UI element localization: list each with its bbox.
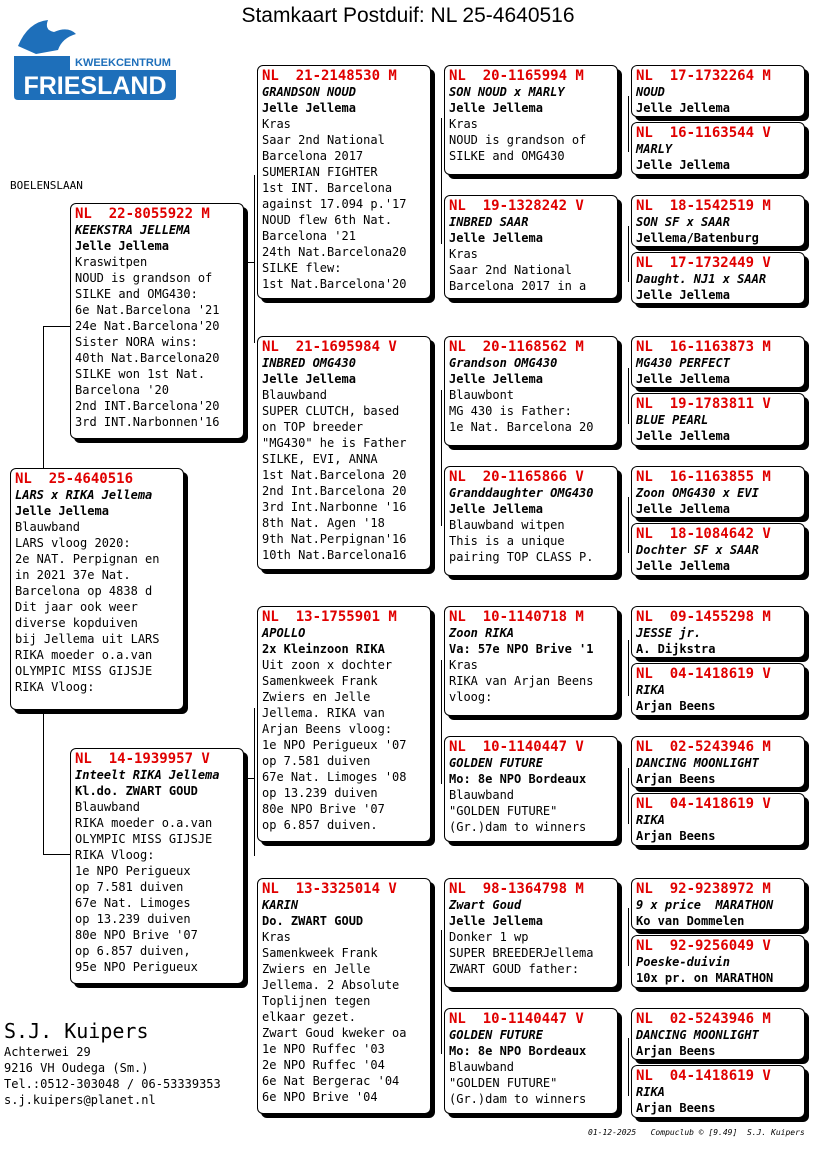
pigeon-card-ggg-15[interactable]: [631, 1008, 805, 1060]
connector: [43, 710, 44, 854]
info-line: 1e NPO Perigueux: [75, 864, 191, 878]
info-line: Kras: [449, 117, 478, 131]
pigeon-owner: Jelle Jellema: [636, 288, 730, 302]
info-line: NOUD flew 6th Nat.: [262, 213, 393, 227]
pigeon-name: RIKA: [636, 813, 665, 827]
info-line: Zwiers en Jelle: [262, 962, 371, 976]
connector: [628, 226, 629, 282]
pigeon-owner: Jelle Jellema: [636, 502, 730, 516]
pigeon-card-ggg-11[interactable]: [631, 736, 805, 788]
pigeon-card-subject[interactable]: [10, 468, 184, 710]
info-line: 67e Nat. Limoges: [75, 896, 191, 910]
info-line: 1st Nat.Barcelona'20: [262, 277, 407, 291]
pigeon-name: Granddaughter OMG430: [449, 486, 594, 500]
pigeon-owner: Arjan Beens: [636, 1044, 716, 1058]
info-line: (Gr.)dam to winners: [449, 820, 587, 834]
pigeon-name: APOLLO: [262, 626, 306, 640]
info-line: bij Jellema uit LARS: [15, 632, 160, 646]
page-title: Stamkaart Postduif: NL 25-4640516: [241, 4, 575, 27]
pigeon-card-ggg-8[interactable]: [631, 523, 805, 576]
info-line: 24th Nat.Barcelona20: [262, 245, 407, 259]
info-line: Samenkweek Frank: [262, 946, 378, 960]
info-line: SILKE, EVI, ANNA: [262, 452, 378, 466]
info-line: 6e NPO Brive '04: [262, 1090, 378, 1104]
info-line: Kras: [262, 930, 291, 944]
pigeon-name: GOLDEN FUTURE: [449, 1028, 543, 1042]
info-line: Blauwband: [449, 1060, 515, 1074]
pigeon-name: Zoon OMG430 x EVI: [636, 486, 759, 500]
pigeon-name: Zoon RIKA: [449, 626, 515, 640]
info-line: 3rd Int.Narbonne '16: [262, 500, 407, 514]
info-line: 40th Nat.Barcelona20: [75, 351, 220, 365]
connector: [43, 326, 44, 468]
info-line: op 7.581 duiven: [75, 880, 184, 894]
ring-number: NL 10-1140447 V: [449, 739, 584, 755]
loft-name: BOELENSLAAN: [10, 179, 83, 192]
pigeon-name: RIKA: [636, 1085, 665, 1099]
info-line: Blauwbont: [449, 388, 515, 402]
connector: [254, 175, 255, 343]
info-line: Barcelona 2017 in a: [449, 279, 587, 293]
connector: [441, 118, 442, 244]
info-line: Zwart Goud kweker oa: [262, 1026, 407, 1040]
pigeon-card-mfm[interactable]: [444, 736, 618, 842]
ring-number: NL 16-1163544 V: [636, 125, 771, 141]
info-line: Blauwband: [15, 520, 81, 534]
ring-number: NL 17-1732264 M: [636, 68, 771, 84]
pigeon-card-ggg-6[interactable]: [631, 393, 805, 446]
info-line: 2nd Int.Barcelona 20: [262, 484, 407, 498]
pigeon-owner: Va: 57e NPO Brive '1: [449, 642, 594, 656]
connector: [43, 326, 71, 327]
pigeon-card-mf[interactable]: [257, 606, 431, 842]
pigeon-owner: Jelle Jellema: [636, 101, 730, 115]
pigeon-card-mother[interactable]: [70, 748, 244, 984]
pigeon-name: INBRED SAAR: [449, 215, 529, 229]
info-line: RIKA moeder o.a.van: [75, 816, 213, 830]
info-line: SUMERIAN FIGHTER: [262, 165, 378, 179]
info-line: MG 430 is Father:: [449, 404, 572, 418]
info-line: (Gr.)dam to winners: [449, 1092, 587, 1106]
breeder-phone: Tel.:0512-303048 / 06-53339353: [4, 1077, 221, 1091]
ring-number: NL 16-1163873 M: [636, 339, 771, 355]
pigeon-owner: Jelle Jellema: [449, 101, 543, 115]
pigeon-name: Grandson OMG430: [449, 356, 558, 370]
pigeon-name: DANCING MOONLIGHT: [636, 1028, 759, 1042]
info-line: SILKE won 1st Nat.: [75, 367, 206, 381]
info-line: on TOP breeder: [262, 420, 364, 434]
breeder-name: S.J. Kuipers: [4, 1019, 149, 1043]
info-line: Samenkweek Frank: [262, 674, 378, 688]
pigeon-owner: 2x Kleinzoon RIKA: [262, 642, 385, 656]
pigeon-name: BLUE PEARL: [636, 413, 709, 427]
pigeon-owner: A. Dijkstra: [636, 642, 716, 656]
ring-number: NL 92-9256049 V: [636, 938, 771, 954]
info-line: Barcelona op 4838 d: [15, 584, 153, 598]
pigeon-owner: Jelle Jellema: [449, 914, 543, 928]
pigeon-owner: Jellema/Batenburg: [636, 231, 759, 245]
pigeon-name: RIKA: [636, 683, 665, 697]
info-line: op 13.239 duiven: [75, 912, 191, 926]
connector: [628, 1038, 629, 1096]
ring-number: NL 14-1939957 V: [75, 751, 210, 767]
info-line: Saar 2nd National: [449, 263, 572, 277]
info-line: 80e NPO Brive '07: [75, 928, 198, 942]
info-line: NOUD is grandson of: [449, 133, 587, 147]
pigeon-name: Inteelt RIKA Jellema: [75, 768, 220, 782]
info-line: "MG430" he is Father: [262, 436, 407, 450]
pigeon-name: NOUD: [636, 85, 665, 99]
info-line: Arjan Beens vloog:: [262, 722, 393, 736]
info-line: 3rd INT.Narbonnen'16: [75, 415, 220, 429]
pigeon-name: Poeske-duivin: [636, 955, 730, 969]
ring-number: NL 16-1163855 M: [636, 469, 771, 485]
pigeon-name: 9 x price MARATHON: [636, 898, 774, 912]
info-line: SILKE and OMG430: [449, 149, 565, 163]
pigeon-owner: Jelle Jellema: [449, 502, 543, 516]
info-line: 67e Nat. Limoges '08: [262, 770, 407, 784]
connector: [441, 390, 442, 526]
info-line: SILKE and OMG430:: [75, 287, 198, 301]
ring-number: NL 21-2148530 M: [262, 68, 397, 84]
info-line: OLYMPIC MISS GIJSJE: [75, 832, 213, 846]
info-line: Jellema. 2 Absolute: [262, 978, 400, 992]
info-line: This is a unique: [449, 534, 565, 548]
ring-number: NL 22-8055922 M: [75, 206, 210, 222]
info-line: pairing TOP CLASS P.: [449, 550, 594, 564]
svg-text:KWEEKCENTRUM: KWEEKCENTRUM: [75, 57, 171, 69]
info-line: Barcelona 2017: [262, 149, 364, 163]
info-line: Kraswitpen: [75, 255, 148, 269]
info-line: 6e Nat.Barcelona '21: [75, 303, 220, 317]
info-line: against 17.094 p.'17: [262, 197, 407, 211]
pigeon-card-ggg-1[interactable]: [631, 65, 805, 117]
pigeon-owner: Jelle Jellema: [636, 559, 730, 573]
pigeon-card-mff[interactable]: [444, 606, 618, 716]
ring-number: NL 19-1328242 V: [449, 198, 584, 214]
info-line: op 7.581 duiven: [262, 754, 371, 768]
ring-number: NL 25-4640516: [15, 471, 134, 487]
ring-number: NL 04-1418619 V: [636, 666, 771, 682]
info-line: elkaar gezet.: [262, 1010, 356, 1024]
ring-number: NL 09-1455298 M: [636, 609, 771, 625]
connector: [628, 640, 629, 696]
info-line: Kras: [262, 117, 291, 131]
info-line: Dit jaar ook weer: [15, 600, 138, 614]
info-line: Sister NORA wins:: [75, 335, 198, 349]
info-line: OLYMPIC MISS GIJSJE: [15, 664, 153, 678]
pigeon-owner: Mo: 8e NPO Bordeaux: [449, 772, 587, 786]
connector: [254, 708, 255, 856]
ring-number: NL 13-3325014 V: [262, 881, 397, 897]
breeder-address: Achterwei 29: [4, 1045, 91, 1059]
info-line: Saar 2nd National: [262, 133, 385, 147]
ring-number: NL 98-1364798 M: [449, 881, 584, 897]
info-line: RIKA Vloog:: [15, 680, 95, 694]
svg-text:FRIESLAND: FRIESLAND: [23, 72, 167, 100]
info-line: 1e Nat. Barcelona 20: [449, 420, 594, 434]
pigeon-owner: Jelle Jellema: [449, 231, 543, 245]
pigeon-owner: Arjan Beens: [636, 829, 716, 843]
pigeon-owner: Kl.do. ZWART GOUD: [75, 784, 198, 798]
connector: [43, 854, 71, 855]
info-line: Blauwband: [75, 800, 141, 814]
pigeon-owner: Jelle Jellema: [636, 158, 730, 172]
pigeon-card-fff[interactable]: [444, 65, 618, 175]
pigeon-owner: Jelle Jellema: [262, 101, 356, 115]
info-line: op 6.857 duiven,: [75, 944, 191, 958]
ring-number: NL 18-1084642 V: [636, 526, 771, 542]
pigeon-card-ggg-13[interactable]: [631, 878, 805, 930]
connector: [628, 368, 629, 424]
info-line: 2nd INT.Barcelona'20: [75, 399, 220, 413]
pigeon-name: JESSE jr.: [636, 626, 702, 640]
connector: [244, 262, 255, 263]
pigeon-card-ggg-14[interactable]: [631, 935, 805, 988]
pigeon-owner: Arjan Beens: [636, 772, 716, 786]
info-line: RIKA Vloog:: [75, 848, 155, 862]
pigeon-name: Zwart Goud: [449, 898, 522, 912]
pigeon-name: LARS x RIKA Jellema: [15, 488, 153, 502]
breeder-email: s.j.kuipers@planet.nl: [4, 1093, 156, 1107]
info-line: 80e NPO Brive '07: [262, 802, 385, 816]
pigeon-name: GOLDEN FUTURE: [449, 756, 543, 770]
pigeon-name: KEEKSTRA JELLEMA: [75, 223, 191, 237]
info-line: SUPER CLUTCH, based: [262, 404, 400, 418]
info-line: Barcelona '21: [262, 229, 356, 243]
info-line: Blauwband witpen: [449, 518, 565, 532]
pigeon-owner: Jelle Jellema: [449, 372, 543, 386]
pigeon-card-mm[interactable]: [257, 878, 431, 1114]
pigeon-card-ggg-16[interactable]: [631, 1065, 805, 1118]
info-line: vloog:: [449, 690, 493, 704]
ring-number: NL 20-1168562 M: [449, 339, 584, 355]
info-line: Donker 1 wp: [449, 930, 529, 944]
info-line: Uit zoon x dochter: [262, 658, 393, 672]
pigeon-card-father[interactable]: [70, 203, 244, 439]
info-line: Toplijnen tegen: [262, 994, 371, 1008]
info-line: RIKA van Arjan Beens: [449, 674, 594, 688]
kweekcentrum-friesland-logo: [10, 16, 176, 102]
pigeon-owner: Arjan Beens: [636, 1101, 716, 1115]
pigeon-name: KARIN: [262, 898, 299, 912]
ring-number: NL 19-1783811 V: [636, 396, 771, 412]
info-line: SUPER BREEDERJellema: [449, 946, 594, 960]
info-line: 10th Nat.Barcelona16: [262, 548, 407, 562]
pigeon-name: SON SF x SAAR: [636, 215, 730, 229]
pigeon-card-ff[interactable]: [257, 65, 431, 299]
pigeon-owner: Ko van Dommelen: [636, 914, 745, 928]
pigeon-card-ggg-5[interactable]: [631, 336, 805, 388]
pigeon-card-fmf[interactable]: [444, 336, 618, 446]
pigeon-card-mmm[interactable]: [444, 1008, 618, 1114]
pigeon-card-ggg-9[interactable]: [631, 606, 805, 658]
pigeon-card-ggg-12[interactable]: [631, 793, 805, 846]
pigeon-owner: Jelle Jellema: [75, 239, 169, 253]
info-line: Zwiers en Jelle: [262, 690, 371, 704]
pigeon-owner: Jelle Jellema: [262, 372, 356, 386]
info-line: SILKE flew:: [262, 261, 342, 275]
ring-number: NL 20-1165866 V: [449, 469, 584, 485]
ring-number: NL 10-1140447 V: [449, 1011, 584, 1027]
connector: [244, 778, 255, 779]
pigeon-name: SON NOUD x MARLY: [449, 85, 565, 99]
info-line: 1e NPO Ruffec '03: [262, 1042, 385, 1056]
pigeon-owner: Jelle Jellema: [636, 429, 730, 443]
pigeon-owner: Mo: 8e NPO Bordeaux: [449, 1044, 587, 1058]
pigeon-owner: Arjan Beens: [636, 699, 716, 713]
pigeon-name: INBRED OMG430: [262, 356, 356, 370]
pigeon-card-ggg-7[interactable]: [631, 466, 805, 518]
ring-number: NL 10-1140718 M: [449, 609, 584, 625]
info-line: Barcelona '20: [75, 383, 169, 397]
ring-number: NL 20-1165994 M: [449, 68, 584, 84]
pigeon-name: Daught. NJ1 x SAAR: [636, 272, 767, 286]
connector: [628, 497, 629, 553]
ring-number: NL 21-1695984 V: [262, 339, 397, 355]
breeder-city: 9216 VH Oudega (Sm.): [4, 1061, 149, 1075]
ring-number: NL 04-1418619 V: [636, 1068, 771, 1084]
ring-number: NL 02-5243946 M: [636, 1011, 771, 1027]
info-line: LARS vloog 2020:: [15, 536, 131, 550]
ring-number: NL 92-9238972 M: [636, 881, 771, 897]
breeder-info: [4, 1018, 221, 1108]
info-line: 1e NPO Perigueux '07: [262, 738, 407, 752]
connector: [441, 660, 442, 784]
pigeon-card-fmm[interactable]: [444, 466, 618, 576]
info-line: 6e Nat Bergerac '04: [262, 1074, 400, 1088]
pigeon-owner: Jelle Jellema: [636, 372, 730, 386]
pigeon-name: Dochter SF x SAAR: [636, 543, 759, 557]
connector: [628, 96, 629, 152]
ring-number: NL 13-1755901 M: [262, 609, 397, 625]
info-line: Jellema. RIKA van: [262, 706, 385, 720]
pigeon-card-ggg-10[interactable]: [631, 663, 805, 716]
ring-number: NL 02-5243946 M: [636, 739, 771, 755]
connector: [628, 768, 629, 824]
pigeon-card-mmf[interactable]: [444, 878, 618, 988]
pigeon-card-ggg-3[interactable]: [631, 195, 805, 247]
info-line: 1st INT. Barcelona: [262, 181, 393, 195]
info-line: 1st Nat.Barcelona 20: [262, 468, 407, 482]
info-line: 95e NPO Perigueux: [75, 960, 198, 974]
connector: [628, 908, 629, 966]
info-line: "GOLDEN FUTURE": [449, 804, 558, 818]
info-line: Kras: [449, 658, 478, 672]
info-line: op 13.239 duiven: [262, 786, 378, 800]
pigeon-owner: 10x pr. on MARATHON: [636, 971, 774, 985]
pigeon-name: MARLY: [636, 142, 673, 156]
footer-credit: 01-12-2025 Compuclub © [9.49] S.J. Kuipers: [588, 1128, 805, 1137]
connector: [441, 930, 442, 1054]
info-line: 9th Nat.Perpignan'16: [262, 532, 407, 546]
pigeon-owner: Jelle Jellema: [15, 504, 109, 518]
ring-number: NL 18-1542519 M: [636, 198, 771, 214]
info-line: 2e NPO Ruffec '04: [262, 1058, 385, 1072]
pigeon-card-fm[interactable]: [257, 336, 431, 570]
pigeon-name: MG430 PERFECT: [636, 356, 730, 370]
pigeon-card-ffm[interactable]: [444, 195, 618, 299]
info-line: op 6.857 duiven.: [262, 818, 378, 832]
info-line: in 2021 37e Nat.: [15, 568, 131, 582]
pigeon-owner: Do. ZWART GOUD: [262, 914, 364, 928]
pigeon-name: GRANDSON NOUD: [262, 85, 356, 99]
pigeon-name: DANCING MOONLIGHT: [636, 756, 759, 770]
ring-number: NL 04-1418619 V: [636, 796, 771, 812]
info-line: "GOLDEN FUTURE": [449, 1076, 558, 1090]
info-line: RIKA moeder o.a.van: [15, 648, 153, 662]
info-line: 24e Nat.Barcelona'20: [75, 319, 220, 333]
info-line: Kras: [449, 247, 478, 261]
info-line: Blauwband: [449, 788, 515, 802]
info-line: NOUD is grandson of: [75, 271, 213, 285]
info-line: diverse kopduiven: [15, 616, 138, 630]
info-line: 8th Nat. Agen '18: [262, 516, 385, 530]
pigeon-card-ggg-2[interactable]: [631, 122, 805, 175]
info-line: 2e NAT. Perpignan en: [15, 552, 160, 566]
info-line: ZWART GOUD father:: [449, 962, 580, 976]
ring-number: NL 17-1732449 V: [636, 255, 771, 271]
info-line: Blauwband: [262, 388, 328, 402]
pigeon-card-ggg-4[interactable]: [631, 252, 805, 304]
